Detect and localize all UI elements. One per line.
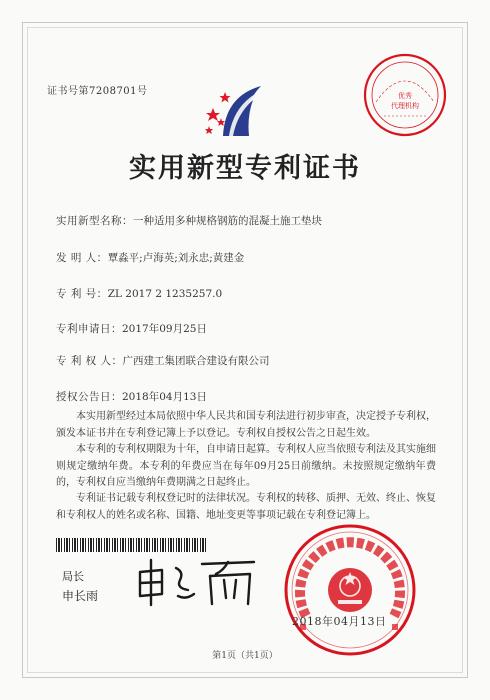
field-value: 覃淼平;卢海英;刘永忠;黄建金 (107, 252, 245, 264)
page-number: 第1页（共1页） (212, 651, 278, 661)
agency-seal-stamp (362, 52, 448, 138)
issue-date: 2018年04月13日 (292, 615, 387, 628)
field-value: 2018年04月13日 (122, 391, 207, 403)
certificate-title: 实用新型专利证书 (129, 153, 361, 184)
field-label: 专 利 号： (56, 288, 108, 300)
director-signature (132, 550, 262, 610)
announcement-date-row (56, 389, 207, 404)
body-paragraph-1: 本实用新型经过本局依照中华人民共和国专利法进行初步审查，决定授予专利权，颁发本证书并在专利登记簿上予以登记。专利权自授权公告之日起生效。 (56, 411, 436, 439)
field-label: 专利申请日： (56, 323, 122, 335)
field-label: 授权公告日： (56, 391, 122, 403)
field-value: 广西建工集团联合建设有限公司 (122, 355, 270, 367)
body-paragraph-2: 本专利的专利权期限为十年，自申请日起算。专利权人应当依照专利法及其实施细则规定缴纳年费。本专利的年费应当在每年09月25日前缴纳。未按照规定缴纳年费的，专利权自应当缴纳年费期满之日起终止。 (56, 444, 436, 488)
cnipa-official-seal-stamp (280, 520, 420, 660)
svg-text:代理机构: 代理机构 (391, 102, 419, 110)
inventor-row (56, 250, 244, 265)
svg-text:优秀: 优秀 (398, 92, 412, 100)
field-value: ZL 2017 2 1235257.0 (107, 288, 223, 300)
field-label: 发 明 人： (56, 252, 108, 264)
certificate-number: 证书号第7208701号 (47, 86, 148, 97)
body-paragraph-3: 专利证书记载专利权登记时的法律状况。专利权的转移、质押、无效、终止、恢复和专利权人的姓名或名称、国籍、地址变更等事项记载在专利登记簿上。 (56, 493, 436, 521)
patent-number-row (56, 286, 222, 301)
director-title: 局长 (62, 570, 84, 583)
field-label: 实用新型名称： (56, 215, 133, 227)
cnipa-logo (203, 78, 271, 140)
utility-model-name-row (56, 213, 322, 228)
field-value: 一种适用多种规格钢筋的混凝土施工垫块 (133, 215, 322, 227)
director-name: 申长雨 (62, 589, 99, 603)
field-label: 专 利 权 人： (56, 355, 123, 367)
patentee-row (56, 353, 270, 368)
application-date-row (56, 321, 207, 336)
field-value: 2017年09月25日 (122, 323, 207, 335)
